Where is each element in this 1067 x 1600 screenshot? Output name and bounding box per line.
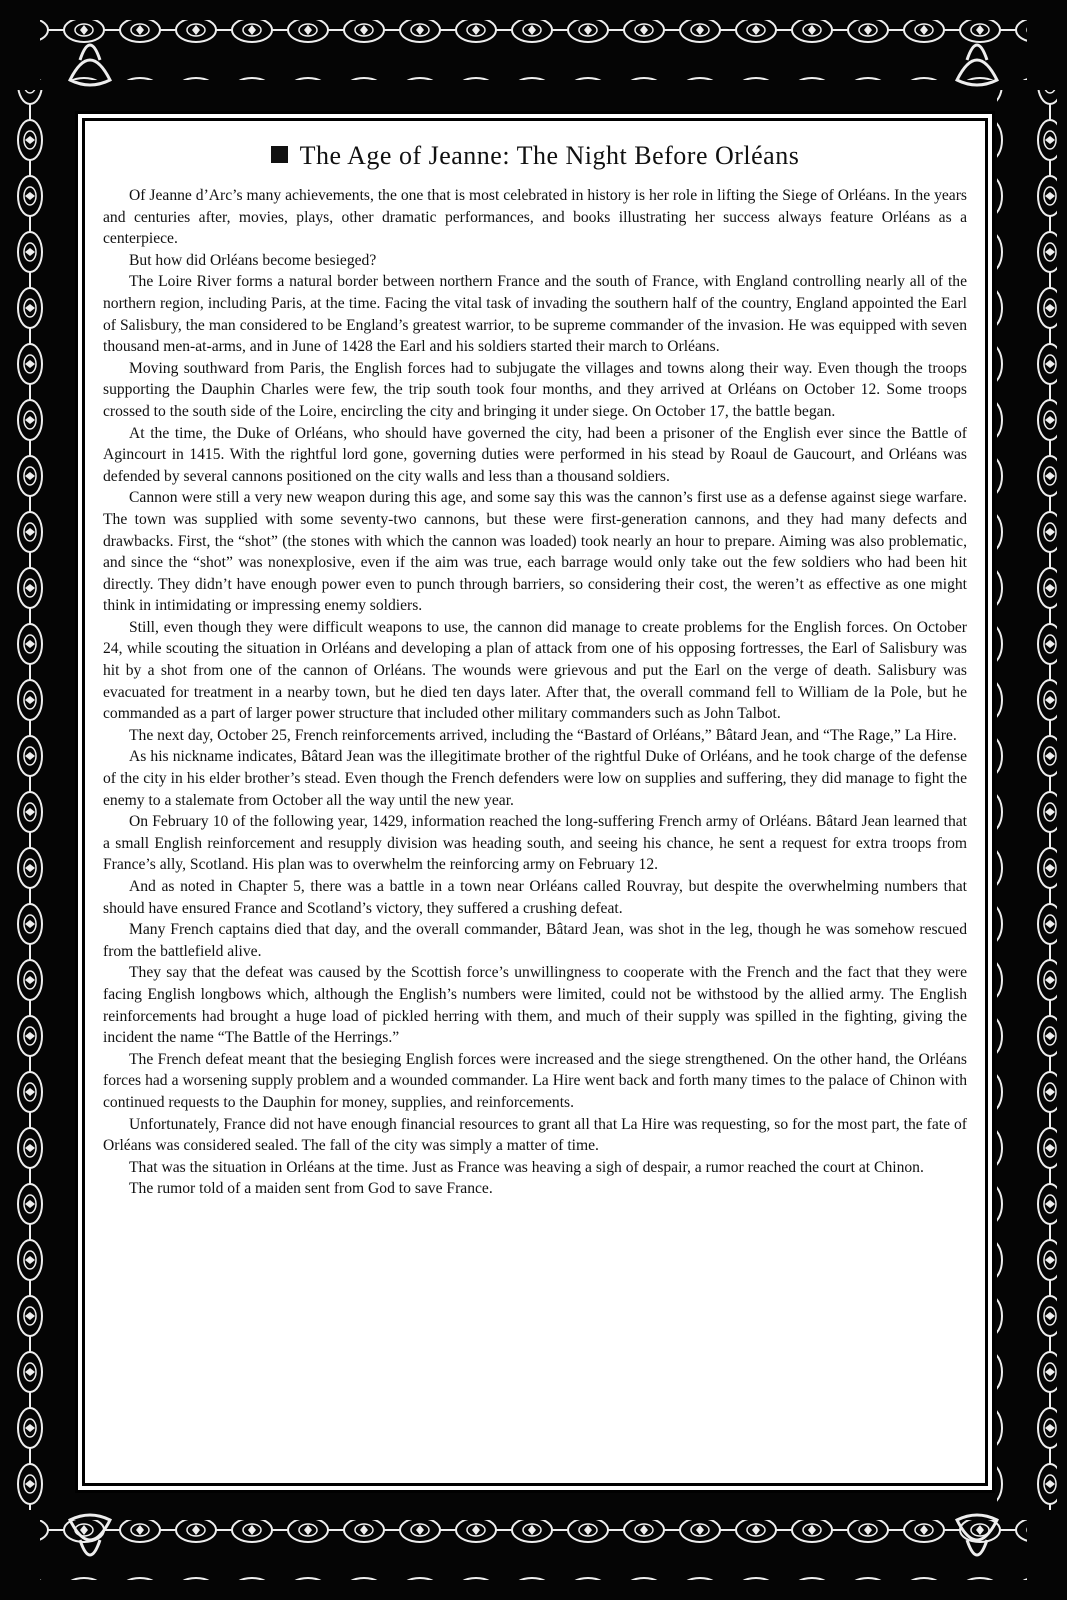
article-panel <box>82 118 988 1486</box>
paragraph: Unfortunately, France did not have enough financial resources to grant all that La Hire was requesting, so for the most part, the fate of Orléans was considered sealed. The fall of the city was simply a matter of time. <box>103 1115 967 1155</box>
paragraph: But how did Orléans become besieged? <box>129 251 377 269</box>
square-bullet-icon <box>271 146 288 163</box>
paragraph: On February 10 of the following year, 1429, information reached the long-suffering French army of Orléans. Bâtard Jean learned that a small English reinforcement and resupply division was heading south, and seeing his chance, he sent a request for extra troops from France’s ally, Scotland. His plan was to overwhelm the reinforcing army on February 12. <box>103 813 967 874</box>
paragraph: The Loire River forms a natural border between northern France and the south of France, with England controlling nearly all of the northern region, including Paris, at the time. Facing the vital task of invading the southern half of the country, England appointed the Earl of Salisbury, the man considered to be England’s greatest warrior, to be supreme commander of the invasion. He was equipped with seven thousand men-at-arms, and in June of 1428 the Earl and his soldiers started their march to Orléans. <box>103 273 967 356</box>
paragraph: And as noted in Chapter 5, there was a battle in a town near Orléans called Rouvray, but despite the overwhelming numbers that should have ensured France and Scotland’s victory, they suffered a crushing defeat. <box>103 878 967 917</box>
paragraph: The French defeat meant that the besieging English forces were increased and the siege strengthened. On the other hand, the Orléans forces had a worsening supply problem and a wounded commander. La Hire went back and forth many times to the palace of Chinon with continued requests to the Dauphin for money, supplies, and reinforcements. <box>103 1050 967 1111</box>
paragraph: Moving southward from Paris, the English forces had to subjugate the villages and towns along their way. Even though the troops supporting the Dauphin Charles were few, the trip south took four months, and they arrived at Orléans on October 12. Some troops crossed to the south side of the Loire, encircling the city and bringing it under siege. On October 17, the battle began. <box>103 359 967 420</box>
article-body <box>103 185 967 1200</box>
paragraph: That was the situation in Orléans at the time. Just as France was heaving a sigh of despair, a rumor reached the court at Chinon. <box>129 1158 924 1176</box>
paragraph: Many French captains died that day, and the overall commander, Bâtard Jean, was shot in the leg, though he was somehow rescued from the battlefield alive. <box>103 921 967 960</box>
paragraph: Still, even though they were difficult weapons to use, the cannon did manage to create problems for the English forces. On October 24, while scouting the situation in Orléans and developing a plan of attack from one of his opposing fortresses, the Earl of Salisbury was hit by a shot from one of the cannon of Orléans. The wounds were grievous and put the Earl on the verge of death. Salisbury was evacuated for treatment in a nearby town, but he died ten days later. After that, the overall command fell to William de la Pole, but he commanded as a part of larger power structure that included other military commanders such as John Talbot. <box>103 618 967 723</box>
paragraph: The rumor told of a maiden sent from God to save France. <box>129 1180 493 1198</box>
paragraph: Cannon were still a very new weapon during this age, and some say this was the cannon’s first use as a defense against siege warfare. The town was supplied with some seventy-two cannons, but these were first-generation cannons, and they had many defects and drawbacks. First, the “shot” (the stones with which the cannon was loaded) took nearly an hour to prepare. Aiming was also problematic, and since the “shot” was nonexplosive, even if the aim was true, each barrage would only take out the few soldiers who had been hit directly. They didn’t have enough power even to punch through barriers, so considering their cost, the weren’t as effective as one might think in intimidating or impressing enemy soldiers. <box>103 489 967 615</box>
article-title-text: The Age of Jeanne: The Night Before Orléans <box>299 141 800 170</box>
paragraph: As his nickname indicates, Bâtard Jean was the illegitimate brother of the rightful Duke of Orléans, and he took charge of the defense of the city in his elder brother’s stead. Even though the French defenders were low on supplies and suffering, they did manage to fight the enemy to a stalemate from October all the way until the new year. <box>103 748 967 809</box>
paragraph: Of Jeanne d’Arc’s many achievements, the one that is most celebrated in history is her role in lifting the Siege of Orléans. In the years and centuries after, movies, plays, other dramatic performances, and books illustrating her success always feature Orléans as a centerpiece. <box>103 187 967 248</box>
paragraph: They say that the defeat was caused by the Scottish force’s unwillingness to cooperate with the French and the fact that they were facing English longbows which, although the English’s numbers were limited, could not be withstood by the allied army. The English reinforcements had brought a huge load of pickled herring with them, and much of their supply was spilled in the fighting, giving the incident the name “The Battle of the Herrings.” <box>103 964 967 1047</box>
article-title <box>85 141 985 171</box>
paragraph: The next day, October 25, French reinforcements arrived, including the “Bastard of Orléans,” Bâtard Jean, and “The Rage,” La Hire. <box>129 726 957 744</box>
paragraph: At the time, the Duke of Orléans, who should have governed the city, had been a prisoner of the English ever since the Battle of Agincourt in 1415. With the rightful lord gone, governing duties were performed in his stead by Roaul de Gaucourt, and Orléans was defended by several cannons positioned on the city walls and less than a thousand soldiers. <box>103 424 967 485</box>
